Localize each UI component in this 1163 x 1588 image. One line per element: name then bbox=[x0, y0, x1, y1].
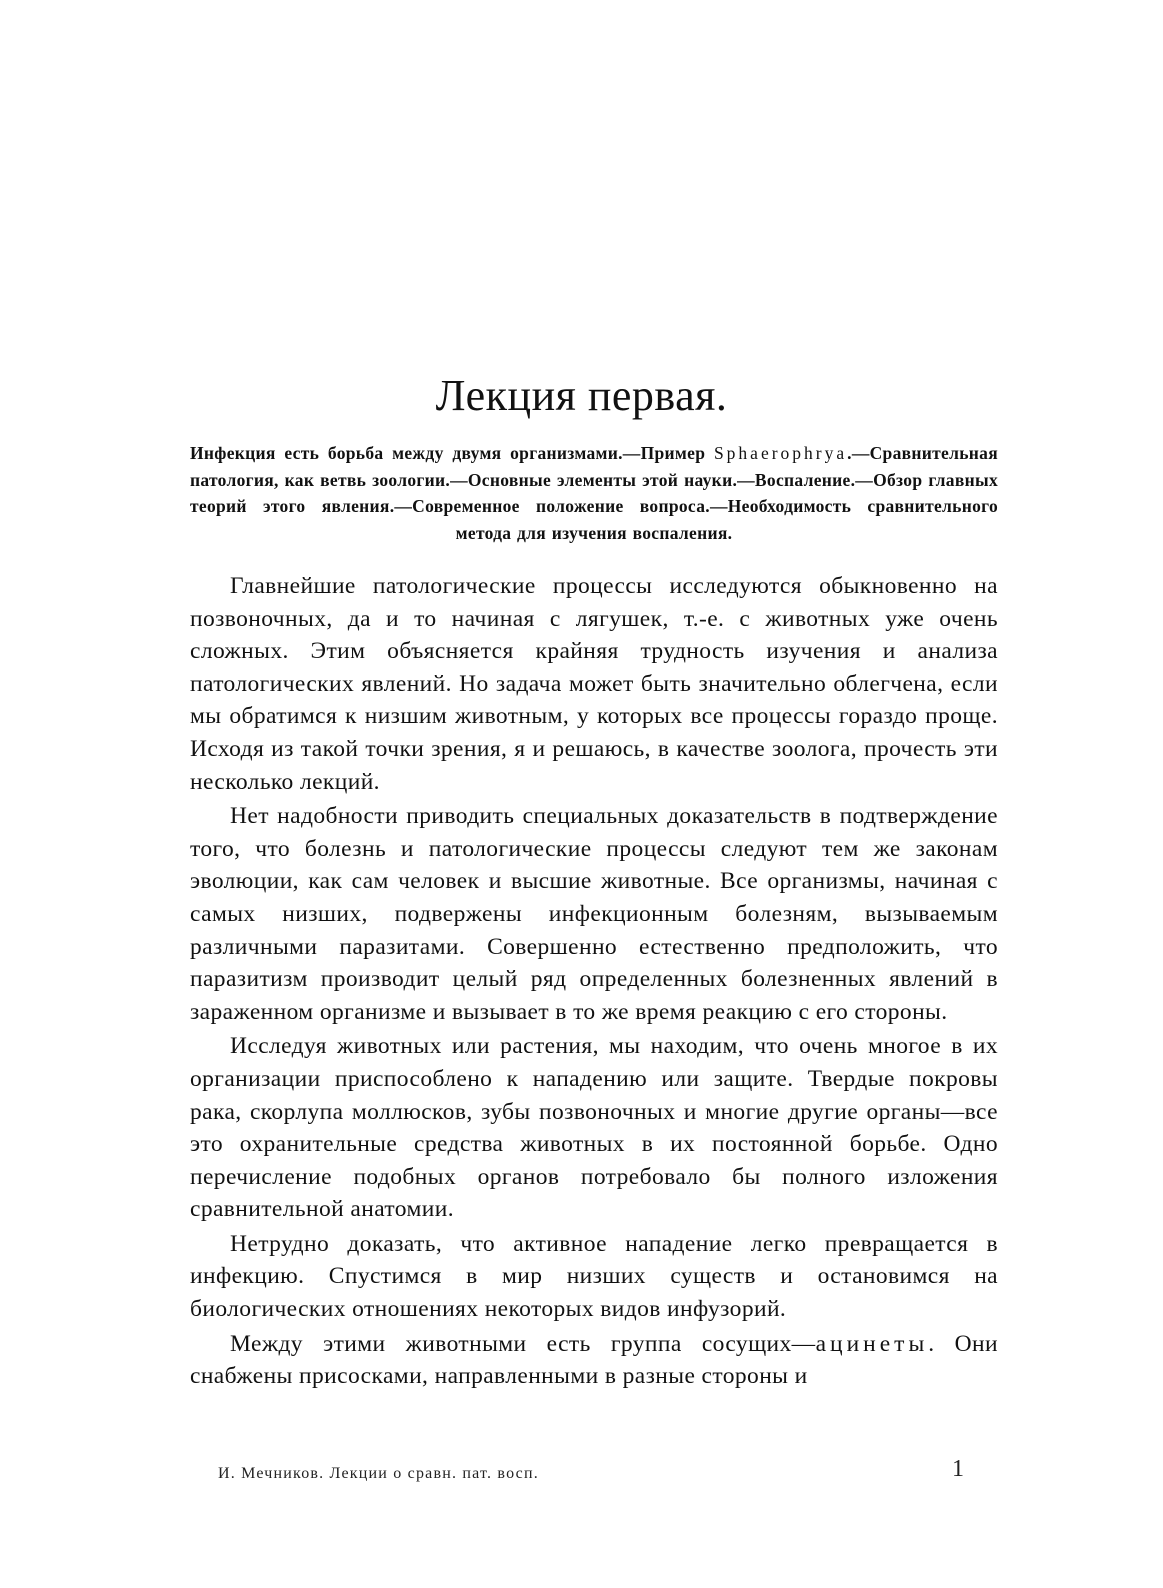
chapter-synopsis bbox=[190, 440, 998, 546]
paragraph-5 bbox=[190, 1328, 998, 1393]
paragraph-5-term: ацинеты bbox=[815, 1330, 929, 1357]
paragraph-3: Исследуя животных или растения, мы находим, что очень многое в их организации приспособлено к нападению или защите. Твердые покровы рака, скорлупа моллюсков, зубы позвоночных и многие другие органы—все это охранительные средства животных в их постоянной борьбе. Одно перечисление подобных органов потребовало бы полного изложения сравнительной анатомии. bbox=[190, 1033, 998, 1223]
body-text bbox=[190, 570, 998, 1395]
paragraph-2: Нет надобности приводить специальных доказательств в подтверждение того, что болезнь и патологические процессы следуют тем же законам эволюции, как сам человек и высшие животные. Все организмы, начиная с самых низших, подвержены инфекционным болезням, вызываемым различными паразитами. Совершенно естественно предположить, что паразитизм производит целый ряд определенных болезненных явлений в зараженном организме и вызывает в то же время реакцию с его стороны. bbox=[190, 803, 998, 1025]
synopsis-text-end: .—Сравнительная патология, как ветвь зоологии.—Основные элементы этой науки.—Воспаление.—Обзор главных теорий этого явления.—Современное положение вопроса.—Необходимость сравнительного метода для изучения воспаления. bbox=[190, 443, 998, 543]
paragraph-4: Нетрудно доказать, что активное нападение легко превращается в инфекцию. Спустимся в мир низших существ и остановимся на биологических отношениях некоторых видов инфузорий. bbox=[190, 1230, 998, 1323]
paragraph-5-start: Между этими животными есть группа сосущих— bbox=[230, 1330, 816, 1357]
synopsis-genus-name: Sphaerophrya bbox=[713, 443, 848, 463]
synopsis-text-start: Инфекция есть борьба между двумя организмами.—Пример bbox=[190, 443, 714, 463]
paragraph-5-end: . Они снабжены присосками, направленными в разные стороны и bbox=[190, 1330, 999, 1390]
page-number: 1 bbox=[952, 1456, 964, 1482]
running-footer: И. Мечников. Лекции о сравн. пат. восп. bbox=[218, 1465, 539, 1482]
lecture-title: Лекция первая. bbox=[435, 371, 728, 420]
paragraph-1: Главнейшие патологические процессы исследуются обыкновенно на позвоночных, да и то начиная с лягушек, т.-е. с животных уже очень сложных. Этим объясняется крайняя трудность изучения и анализа патологических явлений. Но задача может быть значительно облегчена, если мы обратимся к низшим животным, у которых все процессы гораздо проще. Исходя из такой точки зрения, я и решаюсь, в качестве зоолога, прочесть эти несколько лекций. bbox=[190, 573, 998, 795]
